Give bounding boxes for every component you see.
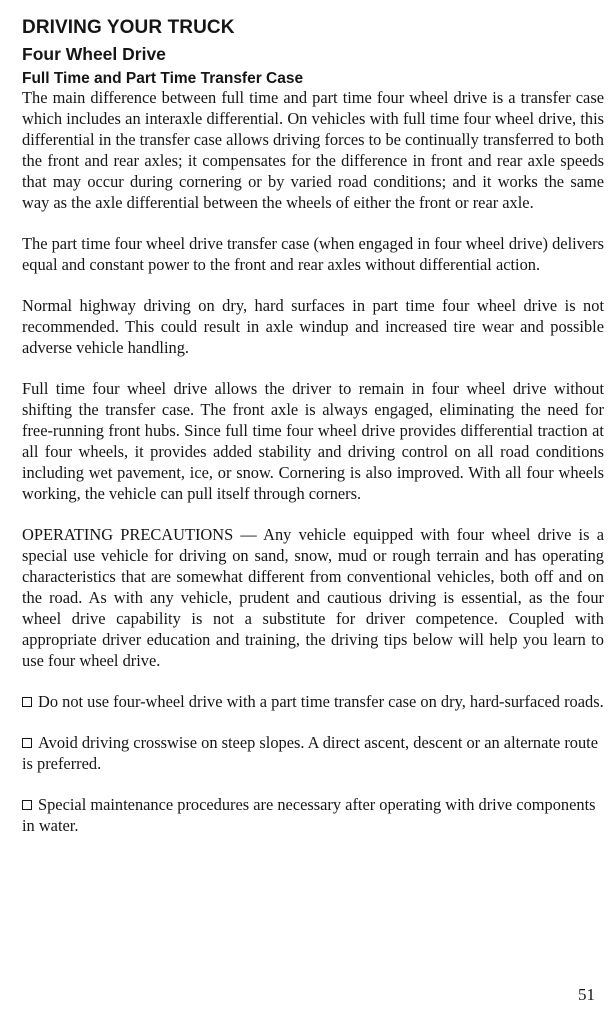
- subsection-title: Four Wheel Drive: [22, 44, 166, 64]
- section-title: DRIVING YOUR TRUCK: [22, 17, 235, 38]
- page-number: 51: [578, 985, 595, 1004]
- tip-item: [22, 732, 604, 774]
- paragraph-operating-precautions: OPERATING PRECAUTIONS — Any vehicle equipped with four wheel drive is a special use vehicle for driving on sand, snow, mud or rough terrain and has operating characteristics that are somewhat different from conventional vehicles, both off and on the road. As with any vehicle, prudent and cautious driving is essential, as the four wheel drive capability is not a substitute for driver competence. Coupled with appropriate driver education and training, the driving tips below will help you learn to use four wheel drive.: [22, 525, 604, 670]
- tip-text: Do not use four-wheel drive with a part time transfer case on dry, hard-surfaced roads.: [38, 692, 604, 711]
- checkbox-square-icon: [22, 697, 32, 707]
- paragraph-highway-driving: Normal highway driving on dry, hard surfaces in part time four wheel drive is not recommended. This could result in axle windup and increased tire wear and possible adverse vehicle handling.: [22, 296, 604, 357]
- paragraph-full-time-benefits: Full time four wheel drive allows the driver to remain in four wheel drive without shifting the transfer case. The front axle is always engaged, eliminating the need for free-running front hubs. Since full time four wheel drive provides differential traction at all four wheels, it provides added stability and driving control on all road conditions including wet pavement, ice, or snow. Cornering is also improved. With all four wheels working, the vehicle can pull itself through corners.: [22, 379, 604, 503]
- checkbox-square-icon: [22, 738, 32, 748]
- topic-title: Full Time and Part Time Transfer Case: [22, 70, 304, 87]
- paragraph-transfer-case-difference: The main difference between full time and part time four wheel drive is a transfer case which includes an interaxle differential. On vehicles with full time four wheel drive, this differential in the transfer case allows driving forces to be continually transferred to both the front and rear axles; it compensates for the difference in front and rear axle speeds that may occur during cornering or by varied road conditions; and it works the same way as the axle differential between the wheels of either the front or rear axle.: [22, 88, 604, 212]
- tip-text: Special maintenance procedures are necessary after operating with drive components in water.: [22, 795, 596, 835]
- tip-item: [22, 691, 604, 712]
- paragraph-part-time-transfer-case: The part time four wheel drive transfer case (when engaged in four wheel drive) delivers equal and constant power to the front and rear axles without differential action.: [22, 234, 604, 274]
- tip-text: Avoid driving crosswise on steep slopes. A direct ascent, descent or an alternate route is preferred.: [22, 733, 599, 773]
- checkbox-square-icon: [22, 800, 32, 810]
- tip-item: [22, 794, 604, 836]
- manual-page: [22, 16, 604, 856]
